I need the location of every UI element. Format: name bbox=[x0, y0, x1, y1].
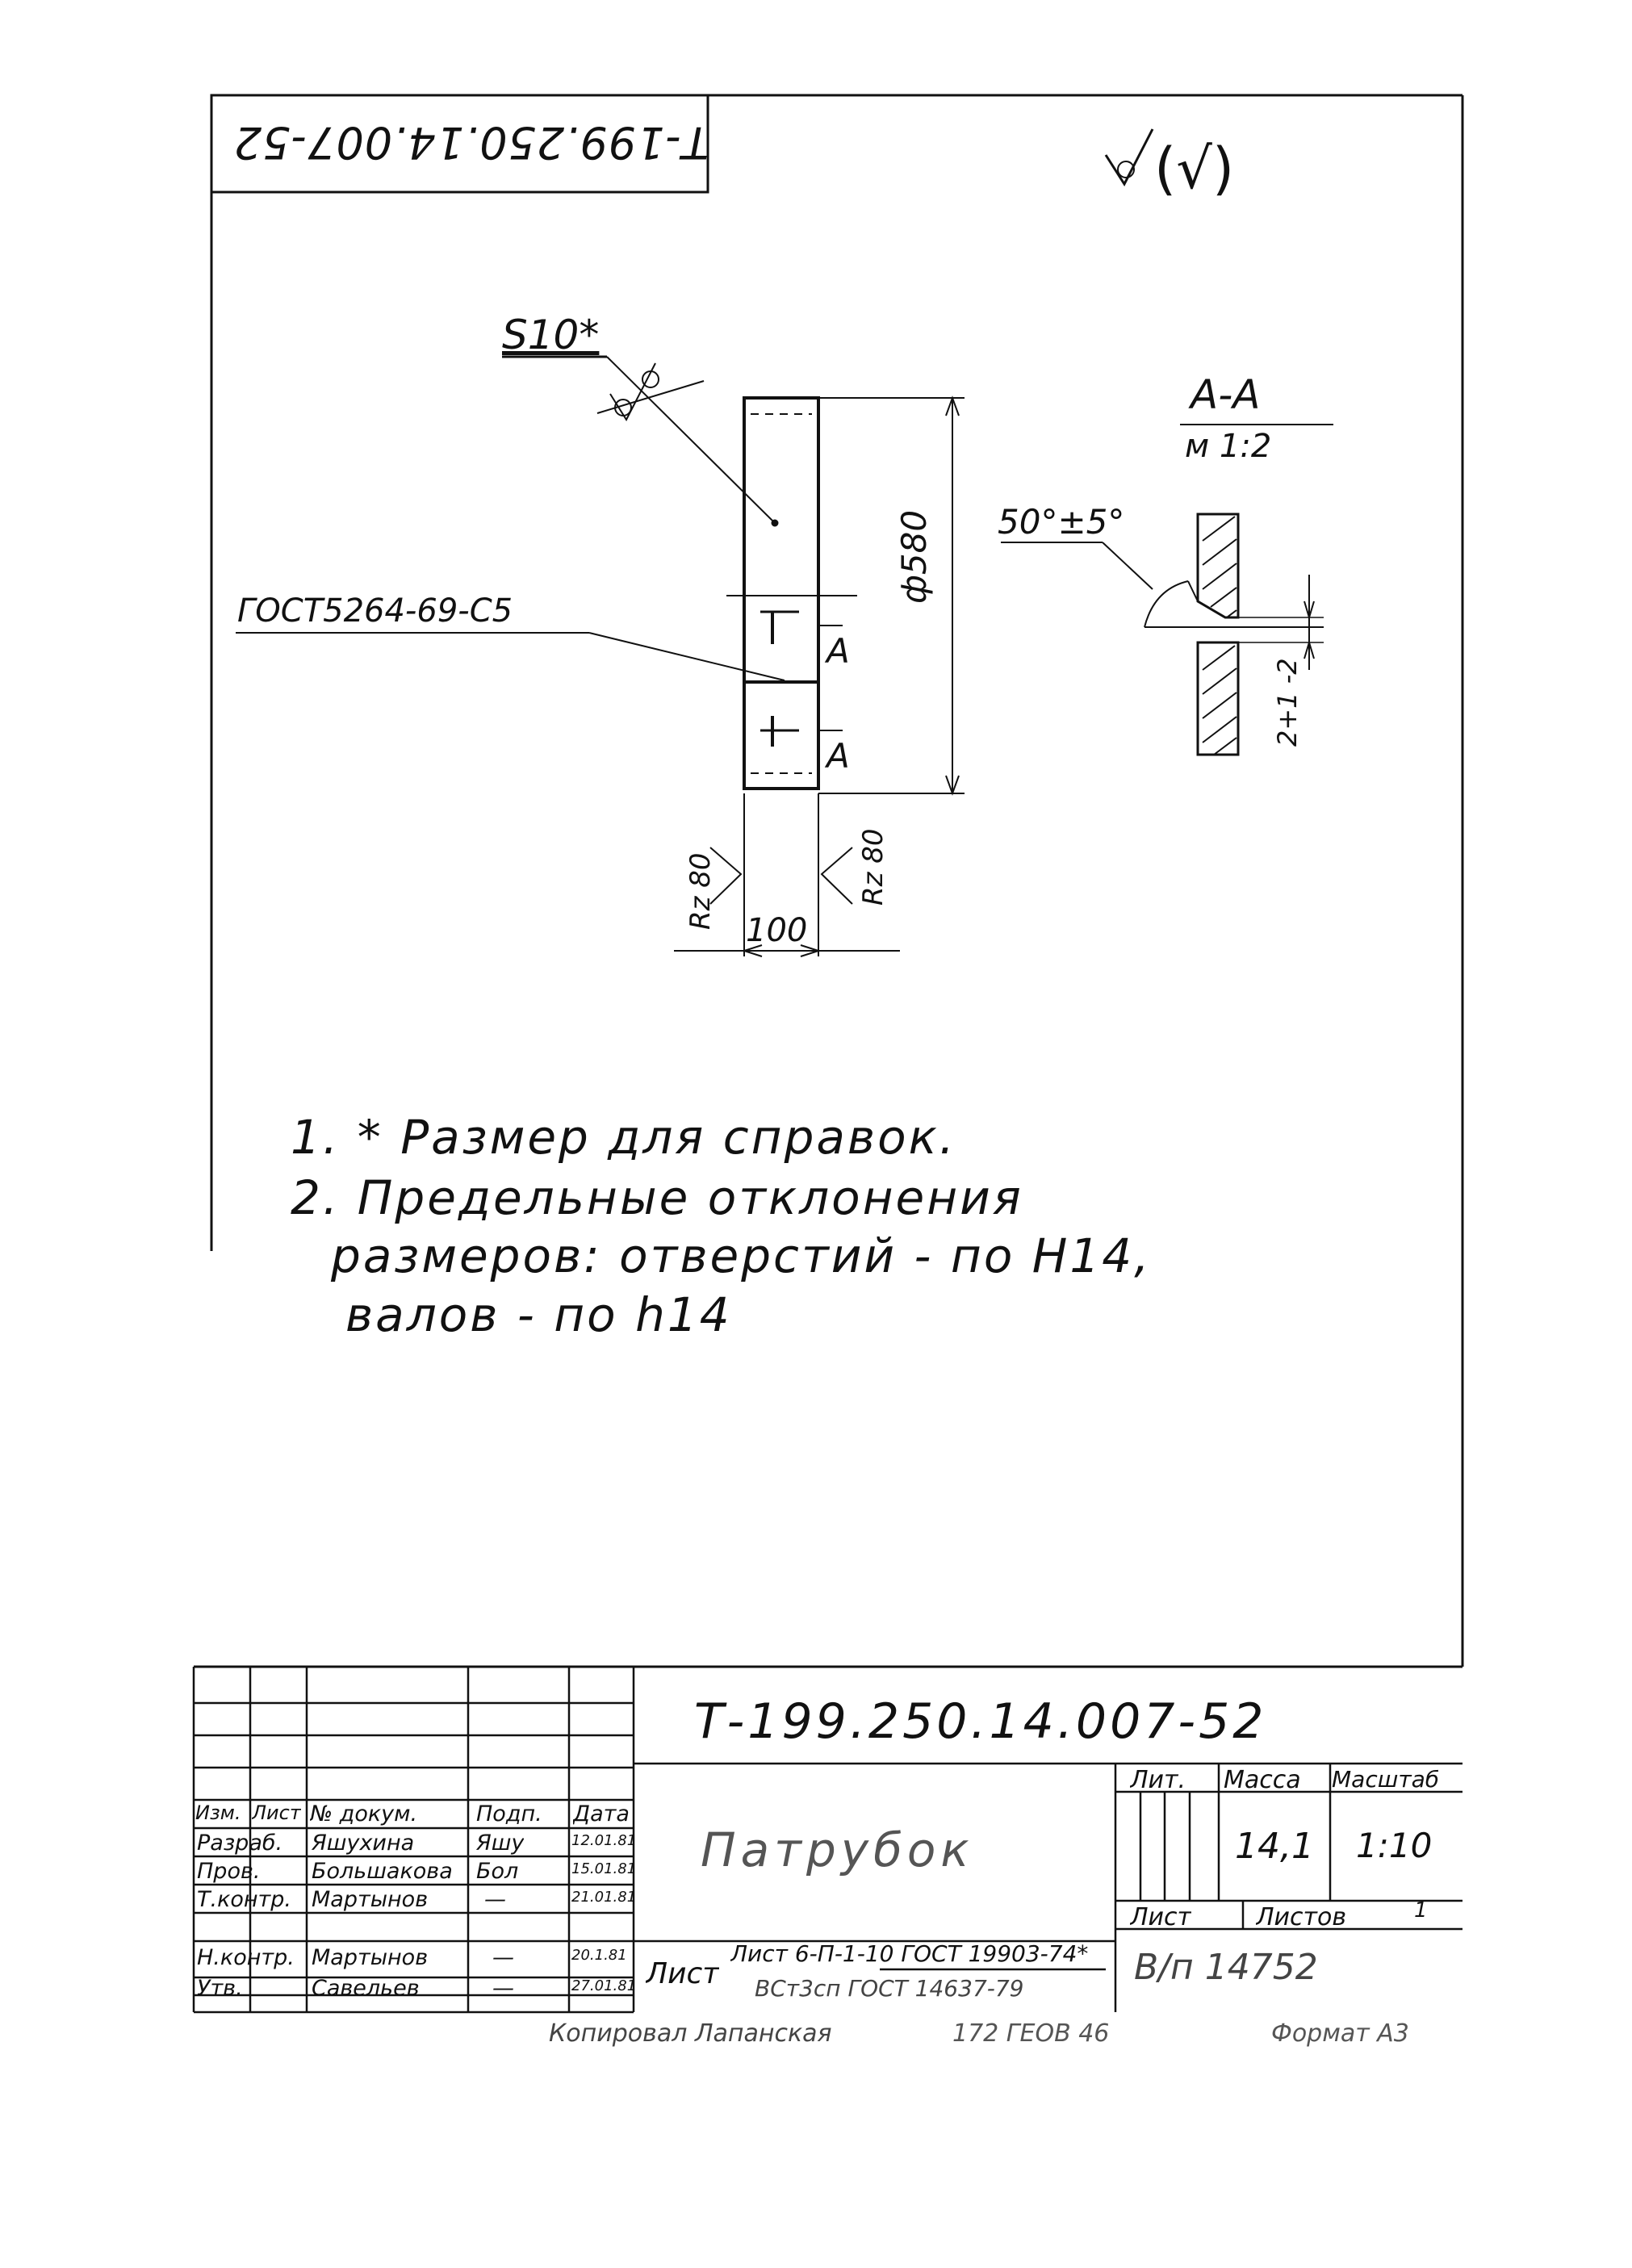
sheets-value: 1 bbox=[1414, 1898, 1428, 1923]
row-name-1: Яшухина bbox=[312, 1831, 415, 1856]
hdr-izm: Изм. bbox=[195, 1801, 241, 1824]
row-role-1: Разраб. bbox=[197, 1831, 283, 1856]
roughness-right: Rz 80 bbox=[857, 828, 889, 906]
bevel-angle: 50°±5° bbox=[998, 502, 1125, 542]
diameter-label: ф580 bbox=[894, 509, 934, 604]
gap-dimension: 2+1 -2 bbox=[1272, 658, 1303, 747]
material-prefix: Лист bbox=[646, 1957, 720, 1990]
sheets-label: Листов bbox=[1256, 1903, 1347, 1931]
mass-value: 14,1 bbox=[1235, 1826, 1314, 1867]
lit-label: Лит. bbox=[1130, 1766, 1186, 1794]
footer-left: Копировал Лапанская bbox=[549, 2019, 832, 2048]
row-name-5: Савельев bbox=[312, 1976, 420, 2001]
row-date-4: 20.1.81 bbox=[571, 1947, 627, 1964]
row-sign-5: — bbox=[492, 1976, 514, 2001]
row-role-2: Пров. bbox=[197, 1859, 261, 1884]
row-name-2: Большакова bbox=[312, 1859, 453, 1884]
hdr-date: Дата bbox=[573, 1801, 630, 1827]
section-title: А-А bbox=[1191, 371, 1261, 418]
width-label: 100 bbox=[746, 912, 808, 949]
stamp-top: Т-199.250.14.007-52 bbox=[232, 117, 709, 168]
row-sign-2: Бол bbox=[476, 1859, 519, 1884]
material-line-1: Лист 6-П-1-10 ГОСТ 19903-74* bbox=[730, 1940, 1089, 1967]
note-1: 1. * Размер для справок. bbox=[291, 1110, 957, 1165]
section-scale: м 1:2 bbox=[1185, 428, 1272, 465]
hdr-sign: Подп. bbox=[476, 1801, 542, 1827]
designation: Т-199.250.14.007-52 bbox=[694, 1693, 1267, 1750]
footer-right: Формат А3 bbox=[1271, 2019, 1409, 2048]
row-role-4: Н.контр. bbox=[197, 1945, 295, 1970]
weld-label: ГОСТ5264-69-С5 bbox=[237, 592, 513, 630]
row-date-3: 21.01.81 bbox=[571, 1889, 637, 1906]
row-date-1: 12.01.81 bbox=[571, 1832, 637, 1849]
section-marker-2: А bbox=[826, 736, 850, 776]
row-name-3: Мартынов bbox=[312, 1887, 429, 1912]
note-2-cont-1: размеров: отверстий - по Н14, bbox=[331, 1228, 1152, 1283]
scale-value: 1:10 bbox=[1356, 1826, 1433, 1865]
row-sign-1: Яшу bbox=[476, 1831, 525, 1856]
row-date-5: 27.01.81 bbox=[571, 1977, 637, 1994]
row-sign-4: — bbox=[492, 1945, 514, 1970]
archive-code: В/п 14752 bbox=[1134, 1947, 1318, 1988]
roughness-left: Rz 80 bbox=[684, 852, 717, 930]
row-role-5: Утв. bbox=[197, 1976, 243, 2001]
mass-label: Масса bbox=[1224, 1766, 1301, 1794]
row-role-3: Т.контр. bbox=[197, 1887, 292, 1912]
row-sign-3: — bbox=[484, 1887, 506, 1912]
hdr-doc: № докум. bbox=[310, 1801, 418, 1827]
note-2: 2. Предельные отклонения bbox=[291, 1170, 1023, 1225]
sheet-label: Лист bbox=[1130, 1903, 1192, 1931]
general-roughness-mark: (√) bbox=[1154, 136, 1235, 202]
thickness-label: S10* bbox=[502, 312, 600, 358]
scale-label: Масштаб bbox=[1332, 1766, 1440, 1793]
note-2-cont-2: валов - по h14 bbox=[345, 1287, 732, 1342]
hdr-list: Лист bbox=[252, 1801, 301, 1824]
row-name-4: Мартынов bbox=[312, 1945, 429, 1970]
section-marker-1: А bbox=[826, 631, 850, 671]
footer-mid: 172 ГЕОВ 46 bbox=[952, 2019, 1110, 2048]
row-date-2: 15.01.81 bbox=[571, 1860, 637, 1877]
material-line-2: ВСт3сп ГОСТ 14637-79 bbox=[755, 1975, 1024, 2002]
part-name: Патрубок bbox=[701, 1822, 974, 1877]
